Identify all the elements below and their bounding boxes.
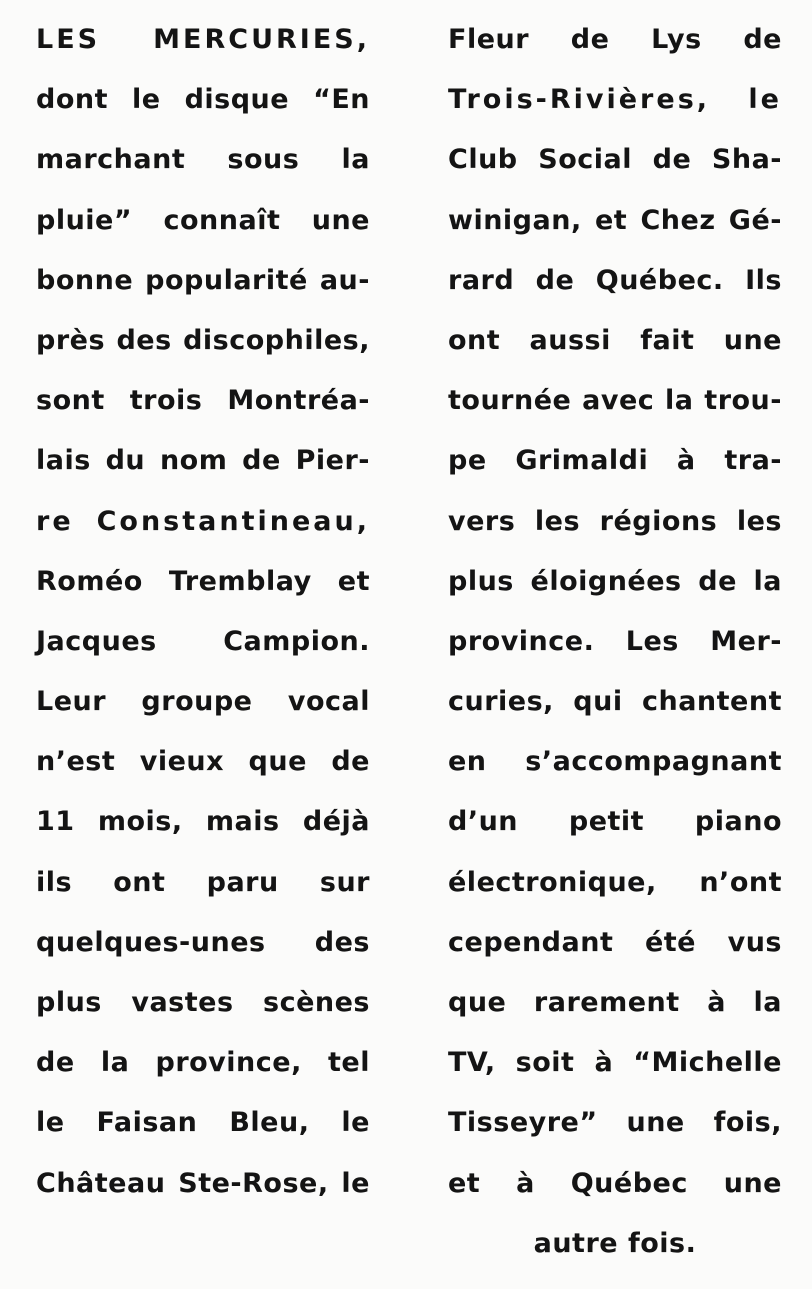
article-line: plus vastes scènes (36, 987, 370, 1018)
article-line: winigan, et Chez Gé- (448, 204, 782, 236)
article-line: 11 mois, mais déjà (36, 806, 370, 838)
article-line: Leur groupe vocal (36, 686, 370, 718)
article-line: rard de Québec. Ils (448, 264, 782, 296)
article-line: bonne popularité au- (36, 264, 370, 296)
article-line: Jacques Campion. (36, 625, 370, 657)
article-line: province. Les Mer- (448, 625, 782, 657)
article-line: ils ont paru sur (36, 866, 370, 898)
article-line: en s’accompagnant (448, 746, 782, 778)
article-line: plus éloignées de la (448, 565, 782, 597)
article-line: TV, soit à “Michelle (448, 1047, 782, 1079)
article-line: Roméo Tremblay et (36, 565, 370, 597)
article-line: sont trois Montréa- (36, 385, 370, 417)
article-line: LES MERCURIES, (36, 24, 370, 55)
article-line: autre fois. (533, 1227, 697, 1259)
article-line: le Faisan Bleu, le (36, 1107, 370, 1139)
article-column-right (448, 14, 782, 1278)
article-line: re Constantineau, (36, 505, 370, 537)
article-line: Château Ste-Rose, le (36, 1167, 370, 1199)
article-line: vers les régions les (448, 505, 782, 537)
article-line: Tisseyre” une fois, (448, 1107, 782, 1139)
article-line: et à Québec une (448, 1167, 782, 1199)
article-line: dont le disque “En (36, 84, 370, 116)
article-line: marchant sous la (36, 144, 370, 176)
article-line: Fleur de Lys de (448, 24, 782, 55)
article-line: d’un petit piano (448, 806, 782, 838)
article-line: près des discophiles, (36, 324, 370, 356)
article-line: cependant été vus (448, 926, 782, 958)
article-line: Trois-Rivières, le (448, 84, 782, 116)
article-column-left (36, 14, 370, 1218)
article-line: pluie” connaît une (36, 204, 370, 236)
article-line: quelques-unes des (36, 926, 370, 958)
article-line: ont aussi fait une (448, 324, 782, 356)
article-line: curies, qui chantent (448, 686, 782, 718)
article-line: électronique, n’ont (448, 866, 782, 898)
article-line: de la province, tel (36, 1047, 370, 1079)
article-line: lais du nom de Pier- (36, 445, 370, 477)
article-line: tournée avec la trou- (448, 385, 782, 417)
article-line: Club Social de Sha- (448, 144, 782, 176)
article-line: n’est vieux que de (36, 746, 370, 778)
article-line: que rarement à la (448, 987, 782, 1018)
article-line: pe Grimaldi à tra- (448, 445, 782, 477)
